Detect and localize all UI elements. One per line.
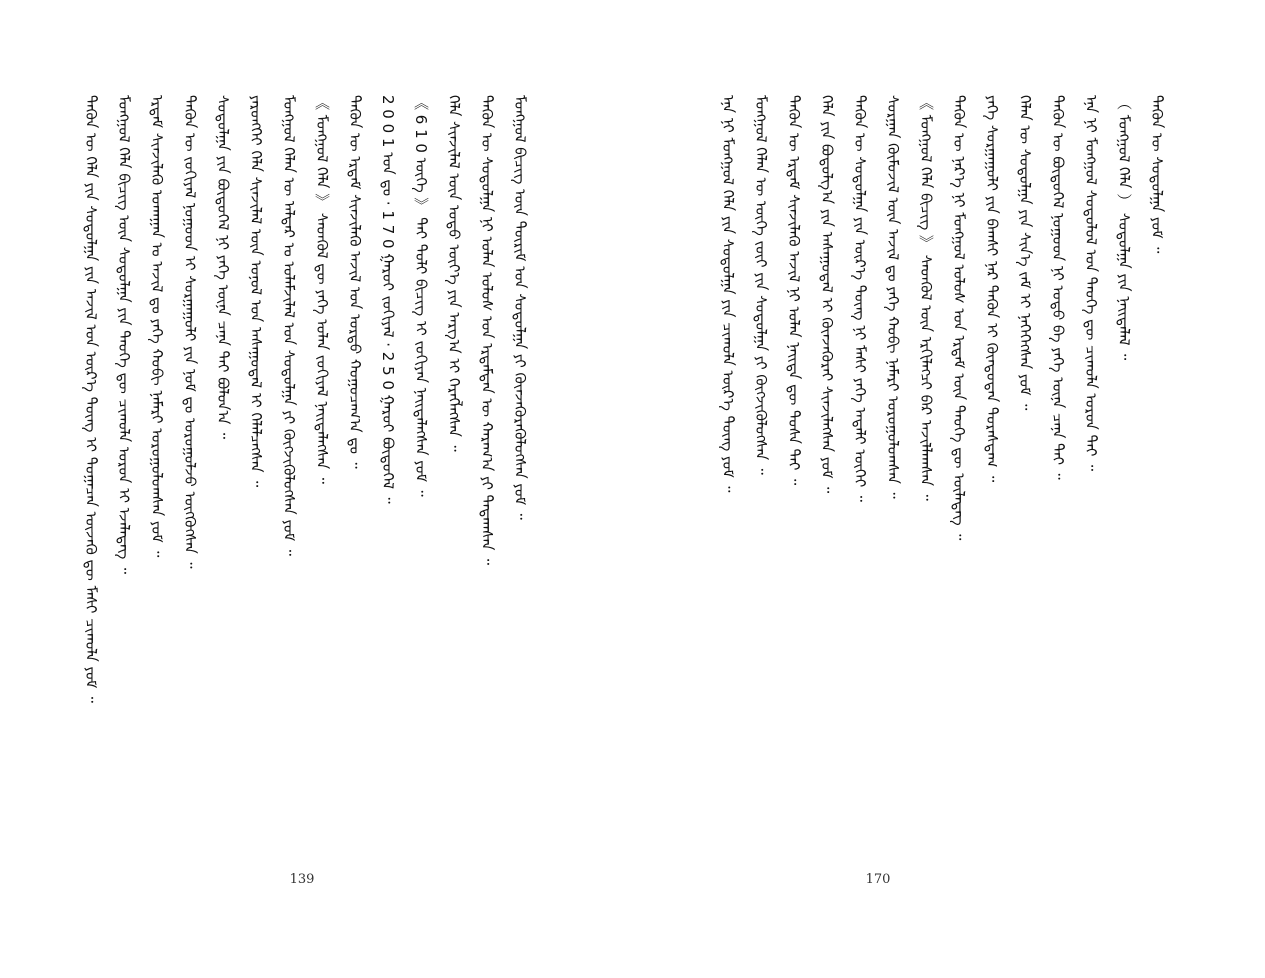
text-line: ᠲᠡᠭᠦᠨ ᠦ ᠬᠡᠯᠡ ᠶᠢᠨ ᠰᠤᠳᠤᠯᠭᠠ ᠶᠢᠨ ᠠᠵᠢᠯ ᠤᠨ ᠦᠷ᠎ᠡ ᠳᠦᠩ ᠢ ᠲᠣᠭᠠᠴᠠᠨ ᠦᠵᠡᠬᠦ ᠳᠦ ᠮᠠᠰᠢ ᠴᠢᠬᠤᠯᠠ ᠶᠤᠮ ᠃ <box>82 95 100 703</box>
text-line: ᠲᠡᠭᠦᠨ ᠦ ᠵᠣᠬᠢᠶᠠᠯ ᠨᠤᠭᠤᠳ ᠢ ᠰᠤᠷᠭᠠᠭᠤᠯᠢ ᠶᠢᠨ ᠨᠣᠮ ᠳᠤ ᠣᠷᠤᠭᠤᠯᠵᠤ ᠦᠭᠭᠦᠭᠰᠡᠨ ᠃ <box>181 95 199 569</box>
text-line: ᠶᠡᠬᠡ ᠰᠤᠷᠭᠠᠭᠤᠯᠢ ᠶᠢᠨ ᠪᠠᠭᠰᠢ ᠨᠠᠷ ᠲᠡᠭᠦᠨ ᠢ ᠬᠦᠨᠳᠦᠳᠡᠨ ᠳᠤᠷᠠᠰᠳᠠᠭ ᠃ <box>983 95 1001 483</box>
text-line: 《 6 1 0 ᠦᠭᠡ 》 ᠲᠡᠢ ᠲᠣᠯᠢ ᠪᠢᠴᠢᠭ ᠢ ᠵᠣᠬᠢᠶᠠᠨ ᠨᠡᠢᠲᠡᠯᠡᠭᠰᠡᠨ ᠶᠤᠮ ᠃ <box>412 95 430 497</box>
text-line: ᠰᠤᠳᠤᠯᠭᠠ ᠶᠢᠨ ᠪᠦᠲᠦᠭᠡᠯ ᠨᠢ ᠶᠡᠬᠡ ᠦᠨᠡ ᠴᠡᠨᠡ ᠲᠡᠢ ᠪᠣᠯᠤᠨ᠎ᠠ ᠃ <box>214 95 232 440</box>
left-page <box>0 0 632 978</box>
text-line: 2 0 0 1 ᠣᠨ ᠳᠤ · 1 7 0 ᠭᠠᠷᠤᠢ ᠵᠣᠬᠢᠶᠠᠯ · 2 5 0 ᠭᠠᠷᠤᠢ ᠪᠦᠲᠦᠭᠡᠯ ᠃ <box>379 95 397 504</box>
text-line: ᠬᠡᠯᠡ ᠶᠢᠨ ᠪᠤᠳᠤᠯᠭ᠎ᠠ ᠶᠢᠨ ᠠᠰᠠᠭᠤᠳᠠᠯ ᠢ ᠭᠦᠨᠵᠡᠭᠦᠷᠡᠢ ᠰᠢᠨᠵᠢᠯᠡᠭᠰᠡᠨ ᠶᠤᠮ ᠃ <box>818 95 836 494</box>
page-number: 170 <box>865 872 891 887</box>
text-line: ᠡᠷᠳᠡᠮ ᠰᠢᠨᠵᠢᠯᠡᠬᠦ ᠤᠬᠠᠭᠠᠨ ᠤ ᠠᠵᠢᠯ ᠳᠤ ᠶᠡᠬᠡ ᠬᠤᠪᠢ ᠨᠡᠮᠡᠷᠢ ᠣᠷᠤᠭᠤᠯᠤᠭᠰᠠᠨ ᠶᠤᠮ ᠃ <box>148 95 166 558</box>
right-page <box>632 0 1265 978</box>
right-page-text <box>717 95 1177 855</box>
text-line: ᠲᠡᠭᠦᠨ ᠦ ᠡᠷᠳᠡᠮ ᠰᠢᠨᠵᠢᠯᠡᠬᠦ ᠠᠵᠢᠯ ᠨᠢ ᠣᠯᠠᠨ ᠨᠡᠢᠲᠡ ᠳᠦ ᠲᠤᠰᠠ ᠲᠠᠢ ᠃ <box>785 95 803 486</box>
text-line: ᠲᠡᠭᠦᠨ ᠦ ᠰᠤᠳᠤᠯᠭᠠ ᠶᠤᠮ ᠃ <box>1148 95 1166 254</box>
text-line: ᠰᠤᠷᠭᠠᠨ ᠬᠦᠮᠦᠵᠢᠯ ᠦᠨ ᠠᠵᠢᠯ ᠳᠤ ᠶᠡᠬᠡ ᠬᠤᠪᠢ ᠨᠡᠮᠡᠷᠢ ᠣᠷᠤᠭᠤᠯᠤᠭᠰᠠᠨ ᠃ <box>884 95 902 499</box>
text-line: ᠲᠡᠭᠦᠨ ᠦ ᠰᠤᠳᠤᠯᠭᠠ ᠶᠢᠨ ᠦᠷ᠎ᠡ ᠳᠦᠩ ᠨᠢ ᠮᠠᠰᠢ ᠶᠡᠬᠡ ᠠᠳᠠᠯᠢ ᠦᠭᠡᠢ ᠃ <box>851 95 869 502</box>
text-line: ᠲᠡᠭᠦᠨ ᠦ ᠪᠦᠲᠦᠭᠡᠯ ᠨᠤᠭᠤᠳ ᠨᠢ ᠣᠳᠣ ᠪᠠ ᠶᠡᠬᠡ ᠦᠨᠡ ᠴᠡᠨᠡ ᠲᠡᠢ ᠃ <box>1049 95 1067 480</box>
text-line: ᠮᠣᠩᠭᠣᠯ ᠬᠡᠯᠡ ᠪᠢᠴᠢᠭ ᠦᠨ ᠰᠤᠳᠤᠯᠭᠠ ᠶᠢᠨ ᠲᠡᠦᠬᠡ ᠳᠦ ᠴᠢᠬᠤᠯᠠ ᠣᠷᠤᠨ ᠢ ᠡᠵᠡᠯᠡᠳᠡᠭ ᠃ <box>115 95 133 574</box>
text-line: ᠲᠡᠭᠦᠨ ᠦ ᠨᠡᠷ᠎ᠡ ᠨᠢ ᠮᠣᠩᠭᠣᠯ ᠤᠯᠤᠰ ᠤᠨ ᠡᠷᠳᠡᠮ ᠦᠨ ᠲᠡᠦᠬᠡ ᠳᠦ ᠦᠯᠡᠳᠡᠭ ᠃ <box>950 95 968 541</box>
text-line: ᠲᠡᠭᠦᠨ ᠦ ᠰᠤᠳᠤᠯᠭᠠ ᠨᠢ ᠣᠯᠠᠨ ᠤᠯᠤᠰ ᠤᠨ ᠡᠷᠳᠡᠮᠲᠡᠨ ᠦ ᠬᠠᠷᠠᠭ᠎ᠠ ᠶᠢ ᠲᠠᠲᠠᠭᠰᠠᠨ ᠃ <box>478 95 496 565</box>
text-line: （ ᠮᠣᠩᠭᠣᠯ ᠬᠡᠯᠡ ） ᠰᠤᠳᠤᠯᠭᠠ ᠶᠢᠨ ᠨᠡᠢᠲᠡᠯᠡᠯ ᠃ <box>1115 95 1133 361</box>
text-line: ᠲᠡᠭᠦᠨ ᠦ ᠡᠷᠳᠡᠮ ᠰᠢᠨᠵᠢᠯᠡᠬᠦ ᠠᠵᠢᠯ ᠤᠨ ᠤᠷᠲᠤ ᠬᠤᠭᠤᠴᠠᠭ᠎ᠠ ᠳᠤ ᠃ <box>346 95 364 469</box>
page-number: 139 <box>289 872 315 887</box>
text-line: 《 ᠮᠣᠩᠭᠣᠯ ᠬᠡᠯᠡ ᠪᠢᠴᠢᠭ 》 ᠰᠡᠳᠭᠦᠯ ᠦᠨ ᠡᠷᠬᠢᠯᠡᠭᠴᠢ ᠪᠠᠷ ᠠᠵᠢᠯᠯᠠᠭᠰᠠᠨ ᠃ <box>917 95 935 501</box>
text-line: ᠡᠨᠡ ᠨᠢ ᠮᠣᠩᠭᠣᠯ ᠬᠡᠯᠡ ᠶᠢᠨ ᠰᠤᠳᠤᠯᠭᠠ ᠶᠢᠨ ᠴᠢᠬᠤᠯᠠ ᠦᠷ᠎ᠡ ᠳᠦᠩ ᠶᠤᠮ ᠃ <box>719 95 737 493</box>
text-line: ᠬᠡᠯᠡ ᠰᠢᠨᠵᠢᠯᠡᠯ ᠦᠨ ᠣᠳᠣ ᠦᠶ᠎ᠡ ᠶᠢᠨ ᠠᠷᠭ᠎ᠠ ᠢ ᠬᠡᠷᠡᠭᠯᠡᠭᠰᠡᠨ ᠃ <box>445 95 463 452</box>
text-line: ᠡᠨᠡ ᠨᠢ ᠮᠣᠩᠭᠣᠯ ᠰᠤᠳᠤᠯᠤᠯ ᠤᠨ ᠲᠡᠦᠬᠡ ᠳᠦ ᠴᠢᠬᠤᠯᠠ ᠣᠷᠤᠨ ᠲᠠᠢ ᠃ <box>1082 95 1100 472</box>
text-line: 《 ᠮᠣᠩᠭᠣᠯ ᠬᠡᠯᠡ 》 ᠰᠡᠳᠭᠦᠯ ᠳᠦ ᠶᠡᠬᠡ ᠣᠯᠠᠨ ᠵᠣᠬᠢᠶᠠᠯ ᠨᠡᠢᠲᠡᠯᠡᠭᠰᠡᠨ ᠃ <box>313 95 331 484</box>
text-line: ᠮᠣᠩᠭᠣᠯ ᠬᠡᠯᠡᠨ ᠦ ᠦᠭᠡ ᠵᠦᠢ ᠶᠢᠨ ᠰᠤᠳᠤᠯᠭᠠ ᠶᠢ ᠬᠥᠭᠵᠢᠭᠦᠯᠦᠭᠰᠡᠨ ᠃ <box>752 95 770 475</box>
left-page-text <box>80 95 540 855</box>
text-line: ᠶᠡᠷᠦᠩᠬᠡᠢ ᠬᠡᠯᠡ ᠰᠢᠨᠵᠢᠯᠡᠯ ᠦᠨ ᠣᠨᠣᠯ ᠤᠨ ᠠᠰᠠᠭᠤᠳᠠᠯ ᠢ ᠬᠡᠯᠡᠯᠴᠡᠭᠰᠡᠨ ᠃ <box>247 95 265 488</box>
text-line: ᠮᠣᠩᠭᠣᠯ ᠪᠢᠴᠢᠭ ᠦᠨ ᠳᠦᠷᠢᠮ ᠤᠨ ᠰᠤᠳᠤᠯᠭᠠ ᠶᠢ ᠭᠦᠨᠵᠡᠭᠦᠷᠡᠭᠦᠯᠦᠭᠰᠡᠨ ᠶᠤᠮ ᠃ <box>511 95 529 520</box>
text-line: ᠮᠣᠩᠭᠣᠯ ᠬᠡᠯᠡᠨ ᠦ ᠠᠯᠳᠠᠷ ᠤ ᠤᠯᠠᠮᠵᠢᠯᠠᠯ ᠤᠨ ᠰᠤᠳᠤᠯᠭᠠ ᠶᠢ ᠬᠥᠭᠵᠢᠭᠦᠯᠦᠭᠰᠡᠨ ᠶᠤᠮ ᠃ <box>280 95 298 556</box>
text-line: ᠬᠡᠯᠡᠨ ᠦ ᠰᠤᠳᠤᠯᠭᠠ ᠶᠢᠨ ᠰᠢᠨ᠎ᠡ ᠵᠠᠮ ᠢ ᠨᠡᠭᠡᠭᠡᠭᠰᠡᠨ ᠶᠤᠮ ᠃ <box>1016 95 1034 411</box>
